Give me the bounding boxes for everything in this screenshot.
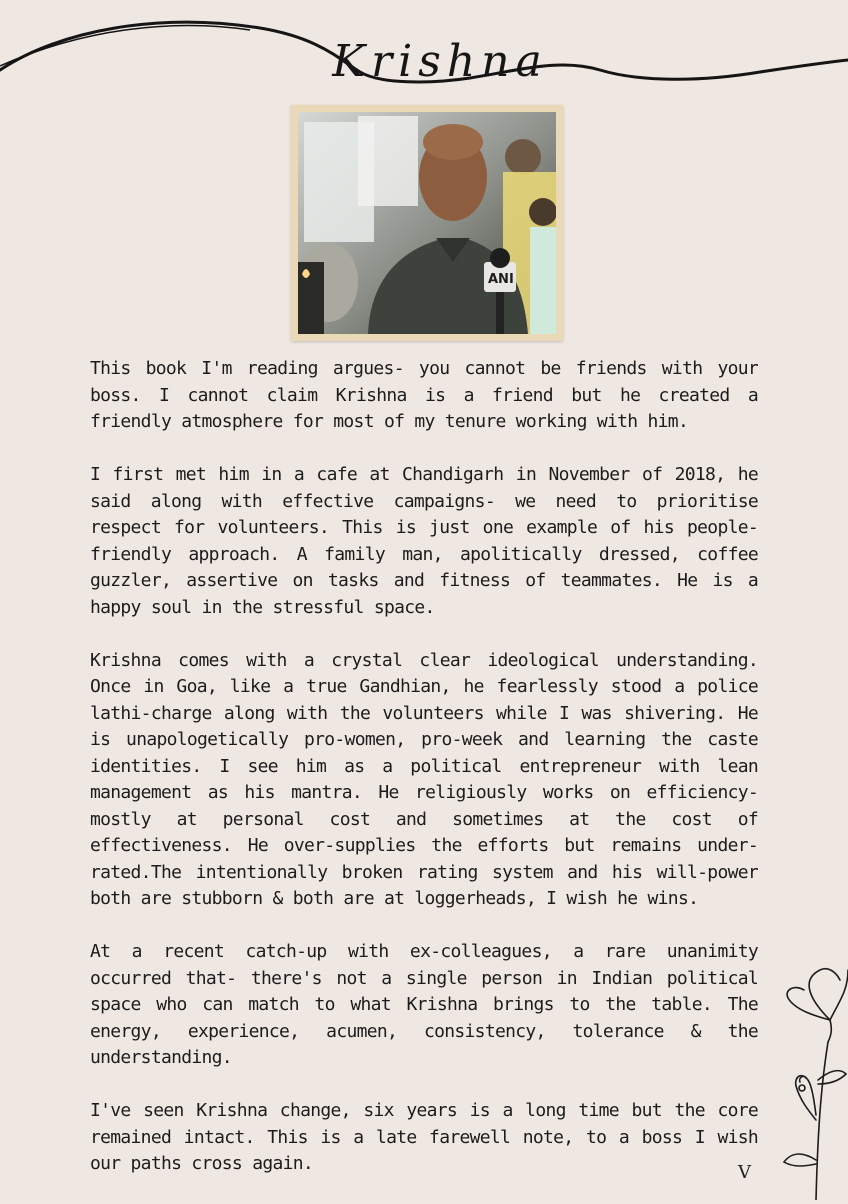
flower-sketch-icon [770, 950, 848, 1200]
photo-frame [291, 105, 563, 341]
article-body [90, 356, 758, 1204]
paragraph: At a recent catch-up with ex-colleagues, a rare unanimity occurred that- there's not a single person in Indian political space who can match to what Krishna brings to the table. The energy, experience, acumen, consistency, tolerance & the understanding. [90, 941, 758, 1068]
portrait-photo-icon [298, 112, 556, 334]
paragraph: Krishna comes with a crystal clear ideological understanding. Once in Goa, like a true Gandhian, he fearlessly stood a police lathi-charge along with the volunteers while I was shivering. He is unapologetically pro-women, pro-week and learning the caste identities. I see him as a political entrepreneur with lean management as his mantra. He religiously works on efficiency- mostly at personal cost and sometimes at the cost of effectiveness. He over-supplies the efforts but remains under-rated.The intentionally broken rating system and his will-power both are stubborn & both are at loggerheads, I wish he wins. [90, 649, 758, 909]
page-number: V [738, 1162, 751, 1183]
page-title: Krishna [332, 36, 548, 87]
paragraph: This book I'm reading argues- you cannot be friends with your boss. I cannot claim Krishna is a friend but he created a friendly atmosphere for most of my tenure working with him. [90, 358, 758, 432]
mic-logo-text: ANI [488, 272, 514, 287]
paragraph: I've seen Krishna change, six years is a long time but the core remained intact. This is a late farewell note, to a boss I wish our paths cross again. [90, 1100, 758, 1174]
paragraph: I first met him in a cafe at Chandigarh in November of 2018, he said along with effective campaigns- we need to prioritise respect for volunteers. This is just one example of his people-friendly approach. A family man, apolitically dressed, coffee guzzler, assertive on tasks and fitness of teammates. He is a happy soul in the stressful space. [90, 464, 758, 618]
